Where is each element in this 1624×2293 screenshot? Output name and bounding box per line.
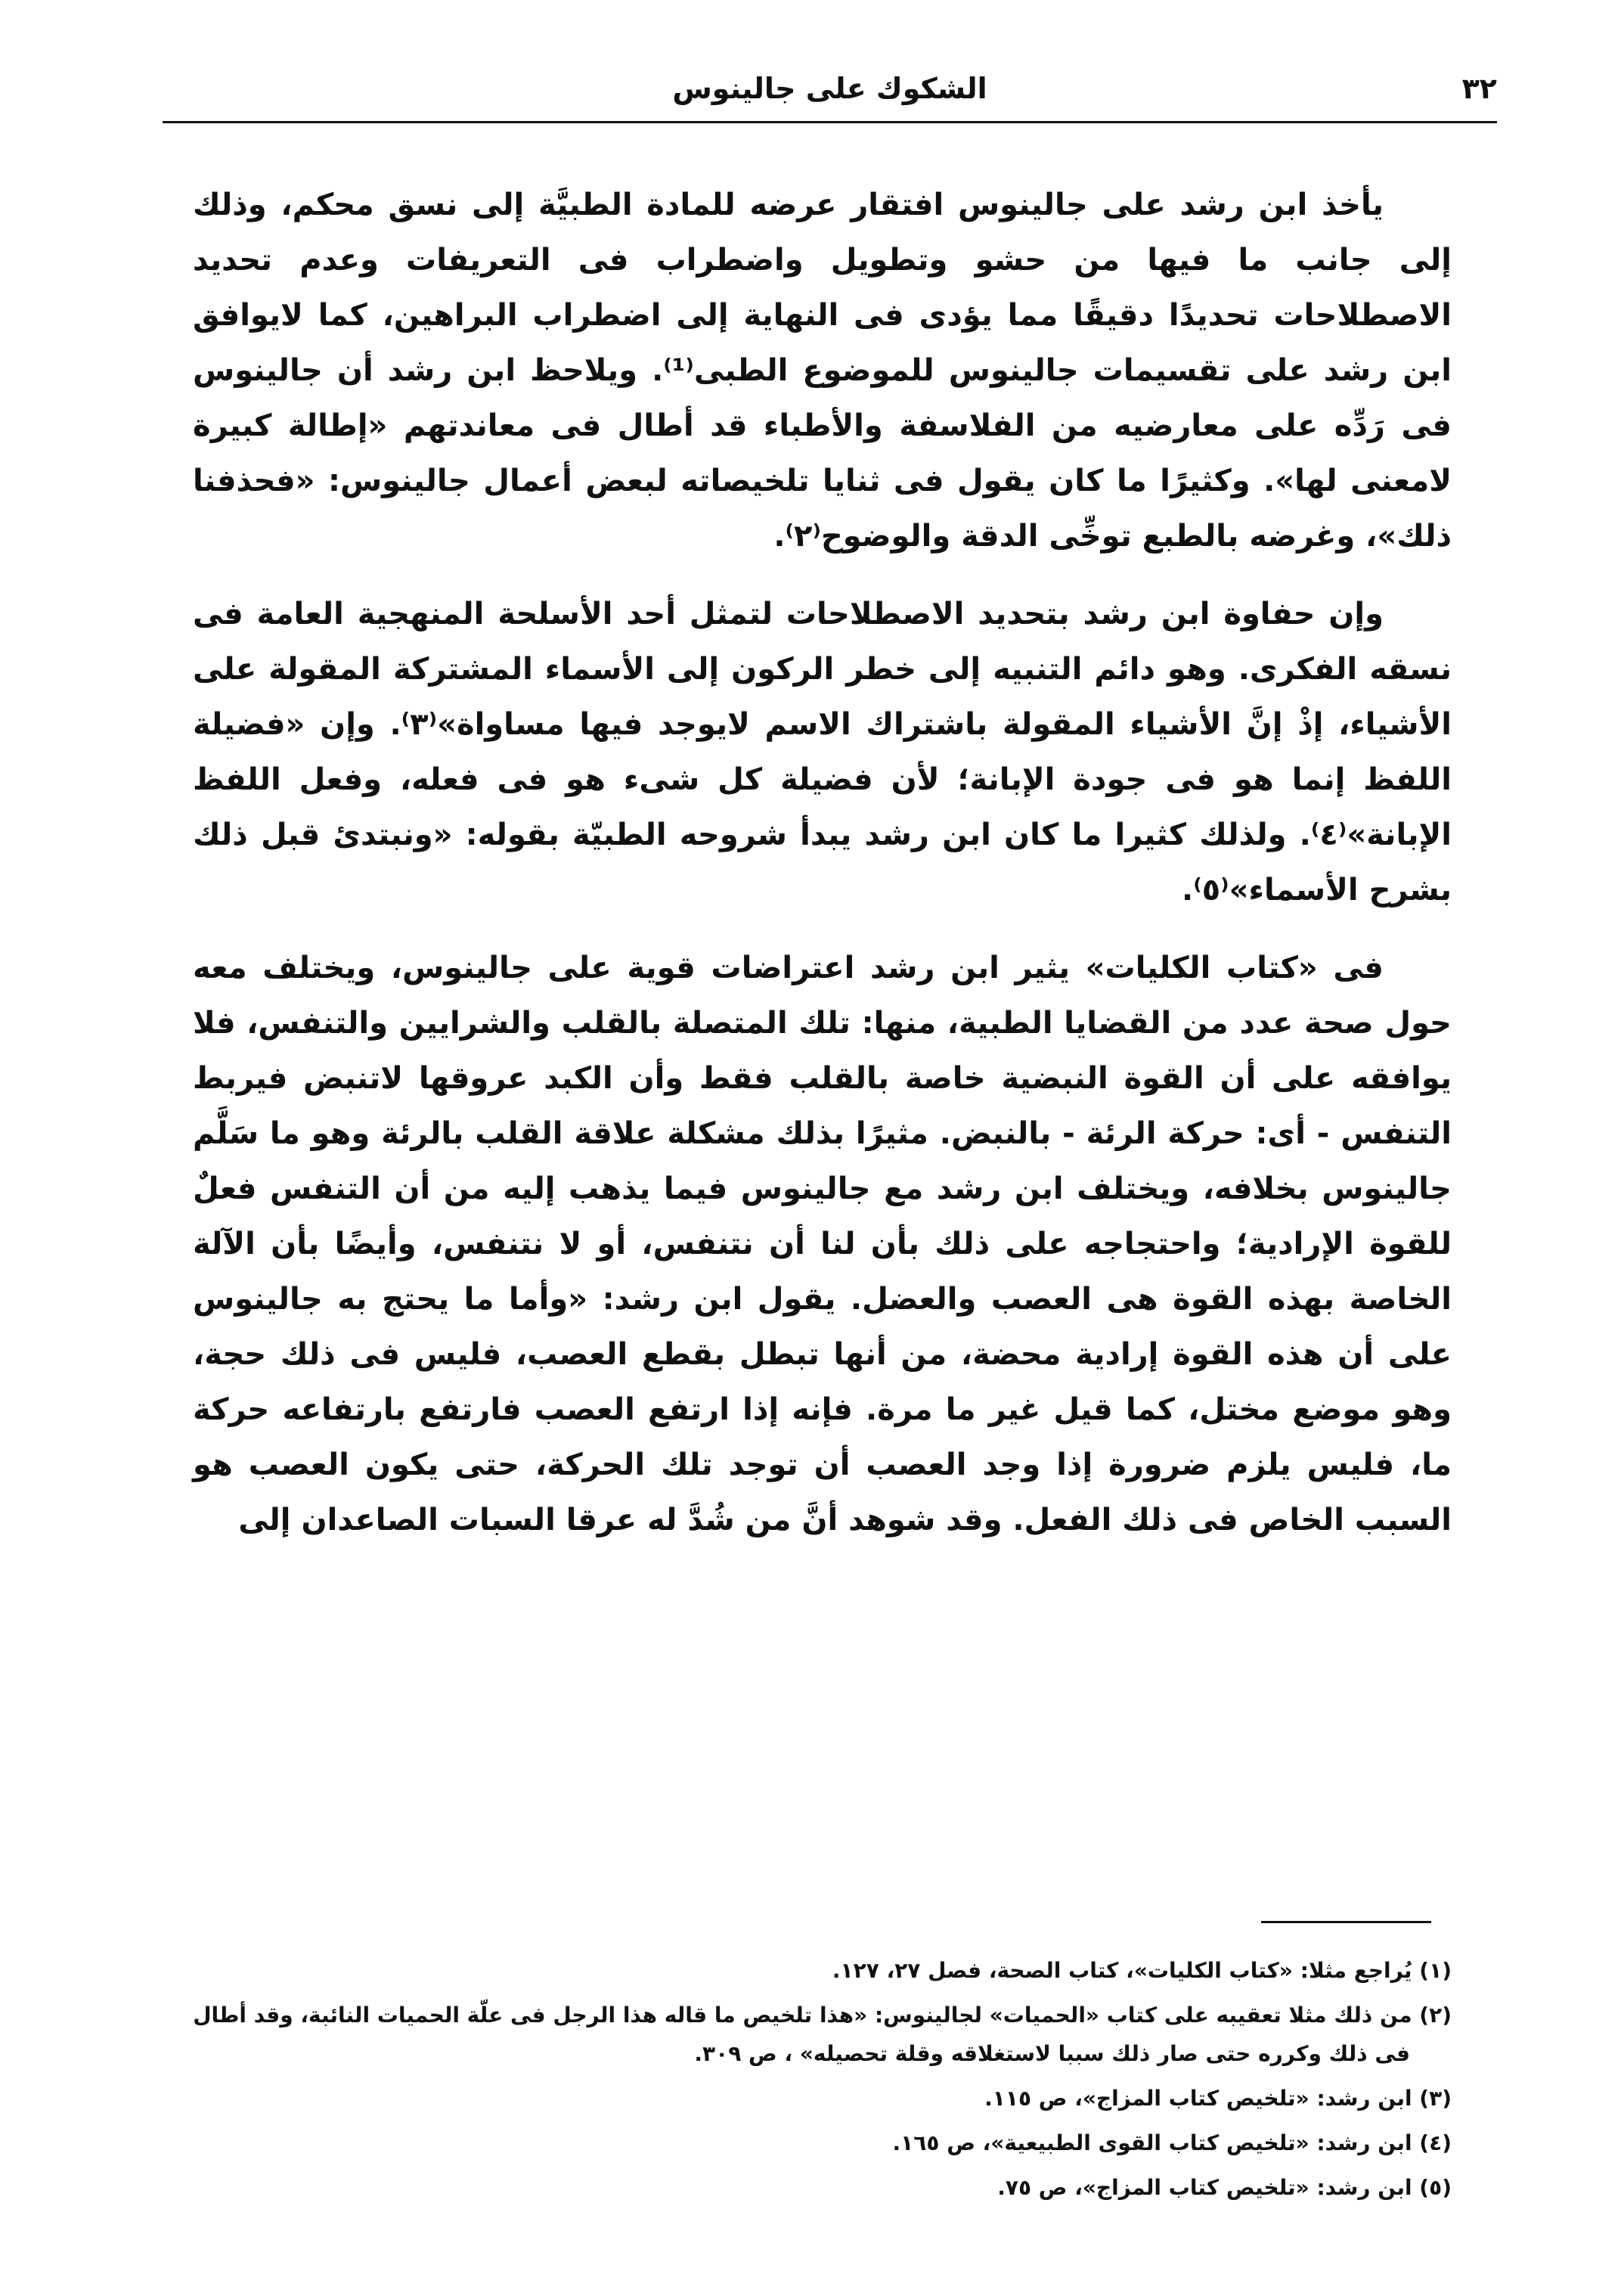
footnote-2: (٢) من ذلك مثلا تعقيبه على كتاب «الحميات» لجالينوس: «هذا تلخيص ما قاله هذا الرجل فى علّة الحميات النائبة، وقد أطال فى ذلك وكرره حتى صار ذلك سببا لاستغلاقه وقلة تحصيله» ، ص ٣٠٩. [193, 2003, 1452, 2066]
footnote-3: (٣) ابن رشد: «تلخيص كتاب المزاج»، ص ١١٥. [984, 2086, 1452, 2111]
paragraph-2: وإن حفاوة ابن رشد بتحديد الاصطلاحات لتمثل أحد الأسلحة المنهجية العامة فى نسقه الفكرى. وهو دائم التنبيه إلى خطر الركون إلى الأسماء المشتركة المقولة على الأشياء، إذْ إنَّ الأشياء المقولة باشتراك الاسم لايوجد فيها مساواة»⁽٣⁾. وإن «فضيلة اللفظ إنما هو فى جودة الإبانة؛ لأن فضيلة كل شىء هو فى فعله، وفعل اللفظ الإبانة»⁽٤⁾. ولذلك كثيرا ما كان ابن رشد يبدأ شروحه الطبيّة بقوله: «ونبتدئ قبل ذلك بشرح الأسماء»⁽٥⁾. [193, 597, 1452, 908]
page-number: ٣٢ [1461, 72, 1497, 105]
header-rule [163, 121, 1497, 123]
running-title: الشكوك على جالينوس [672, 72, 987, 105]
footnote-5: (٥) ابن رشد: «تلخيص كتاب المزاج»، ص ٧٥. [997, 2175, 1452, 2200]
main-text [193, 178, 1452, 1548]
footnote-rule [1261, 1921, 1431, 1923]
footnote-1: (١) يُراجع مثلا: «كتاب الكليات»، كتاب الصحة، فصل ٢٧، ١٢٧. [832, 1958, 1452, 1983]
footnote-4: (٤) ابن رشد: «تلخيص كتاب القوى الطبيعية»، ص ١٦٥. [892, 2130, 1452, 2155]
footnotes [193, 1951, 1452, 2213]
paragraph-1: يأخذ ابن رشد على جالينوس افتقار عرضه للمادة الطبيَّة إلى نسق محكم، وذلك إلى جانب ما فيها من حشو وتطويل واضطراب فى التعريفات وعدم تحديد الاصطلاحات تحديدًا دقيقًا مما يؤدى فى النهاية إلى اضطراب البراهين، كما لايوافق ابن رشد على تقسيمات جالينوس للموضوع الطبى⁽¹⁾. ويلاحظ ابن رشد أن جالينوس فى رَدِّه على معارضيه من الفلاسفة والأطباء قد أطال فى معاندتهم «إطالة كبيرة لامعنى لها». وكثيرًا ما كان يقول فى ثنايا تلخيصاته لبعض أعمال جالينوس: «فحذفنا ذلك»، وغرضه بالطبع توخِّى الدقة والوضوح⁽٢⁾. [193, 188, 1452, 554]
paragraph-3: فى «كتاب الكليات» يثير ابن رشد اعتراضات قوية على جالينوس، ويختلف معه حول صحة عدد من القضايا الطبية، منها: تلك المتصلة بالقلب والشرايين والتنفس، فلا يوافقه على أن القوة النبضية خاصة بالقلب فقط وأن الكبد عروقها لاتنبض فيربط التنفس - أى: حركة الرئة - بالنبض. مثيرًا بذلك مشكلة علاقة القلب بالرئة وهو ما سَلَّم جالينوس بخلافه، ويختلف ابن رشد مع جالينوس فيما يذهب إليه من أن التنفس فعلٌ للقوة الإرادية؛ واحتجاجه على ذلك بأن لنا أن نتنفس، أو لا نتنفس، وأيضًا بأن الآلة الخاصة بهذه القوة هى العصب والعضل. يقول ابن رشد: «وأما ما يحتج به جالينوس على أن هذه القوة إرادية محضة، من أنها تبطل بقطع العصب، فليس فى ذلك حجة، وهو موضع مختل، كما قيل غير ما مرة. فإنه إذا ارتفع العصب فارتفع بارتفاعه حركة ما، فليس يلزم ضرورة إذا وجد العصب أن توجد تلك الحركة، حتى يكون العصب هو السبب الخاص فى ذلك الفعل. وقد شوهد أنَّ من شُدَّ له عرقا السبات الصاعدان إلى [193, 951, 1452, 1537]
